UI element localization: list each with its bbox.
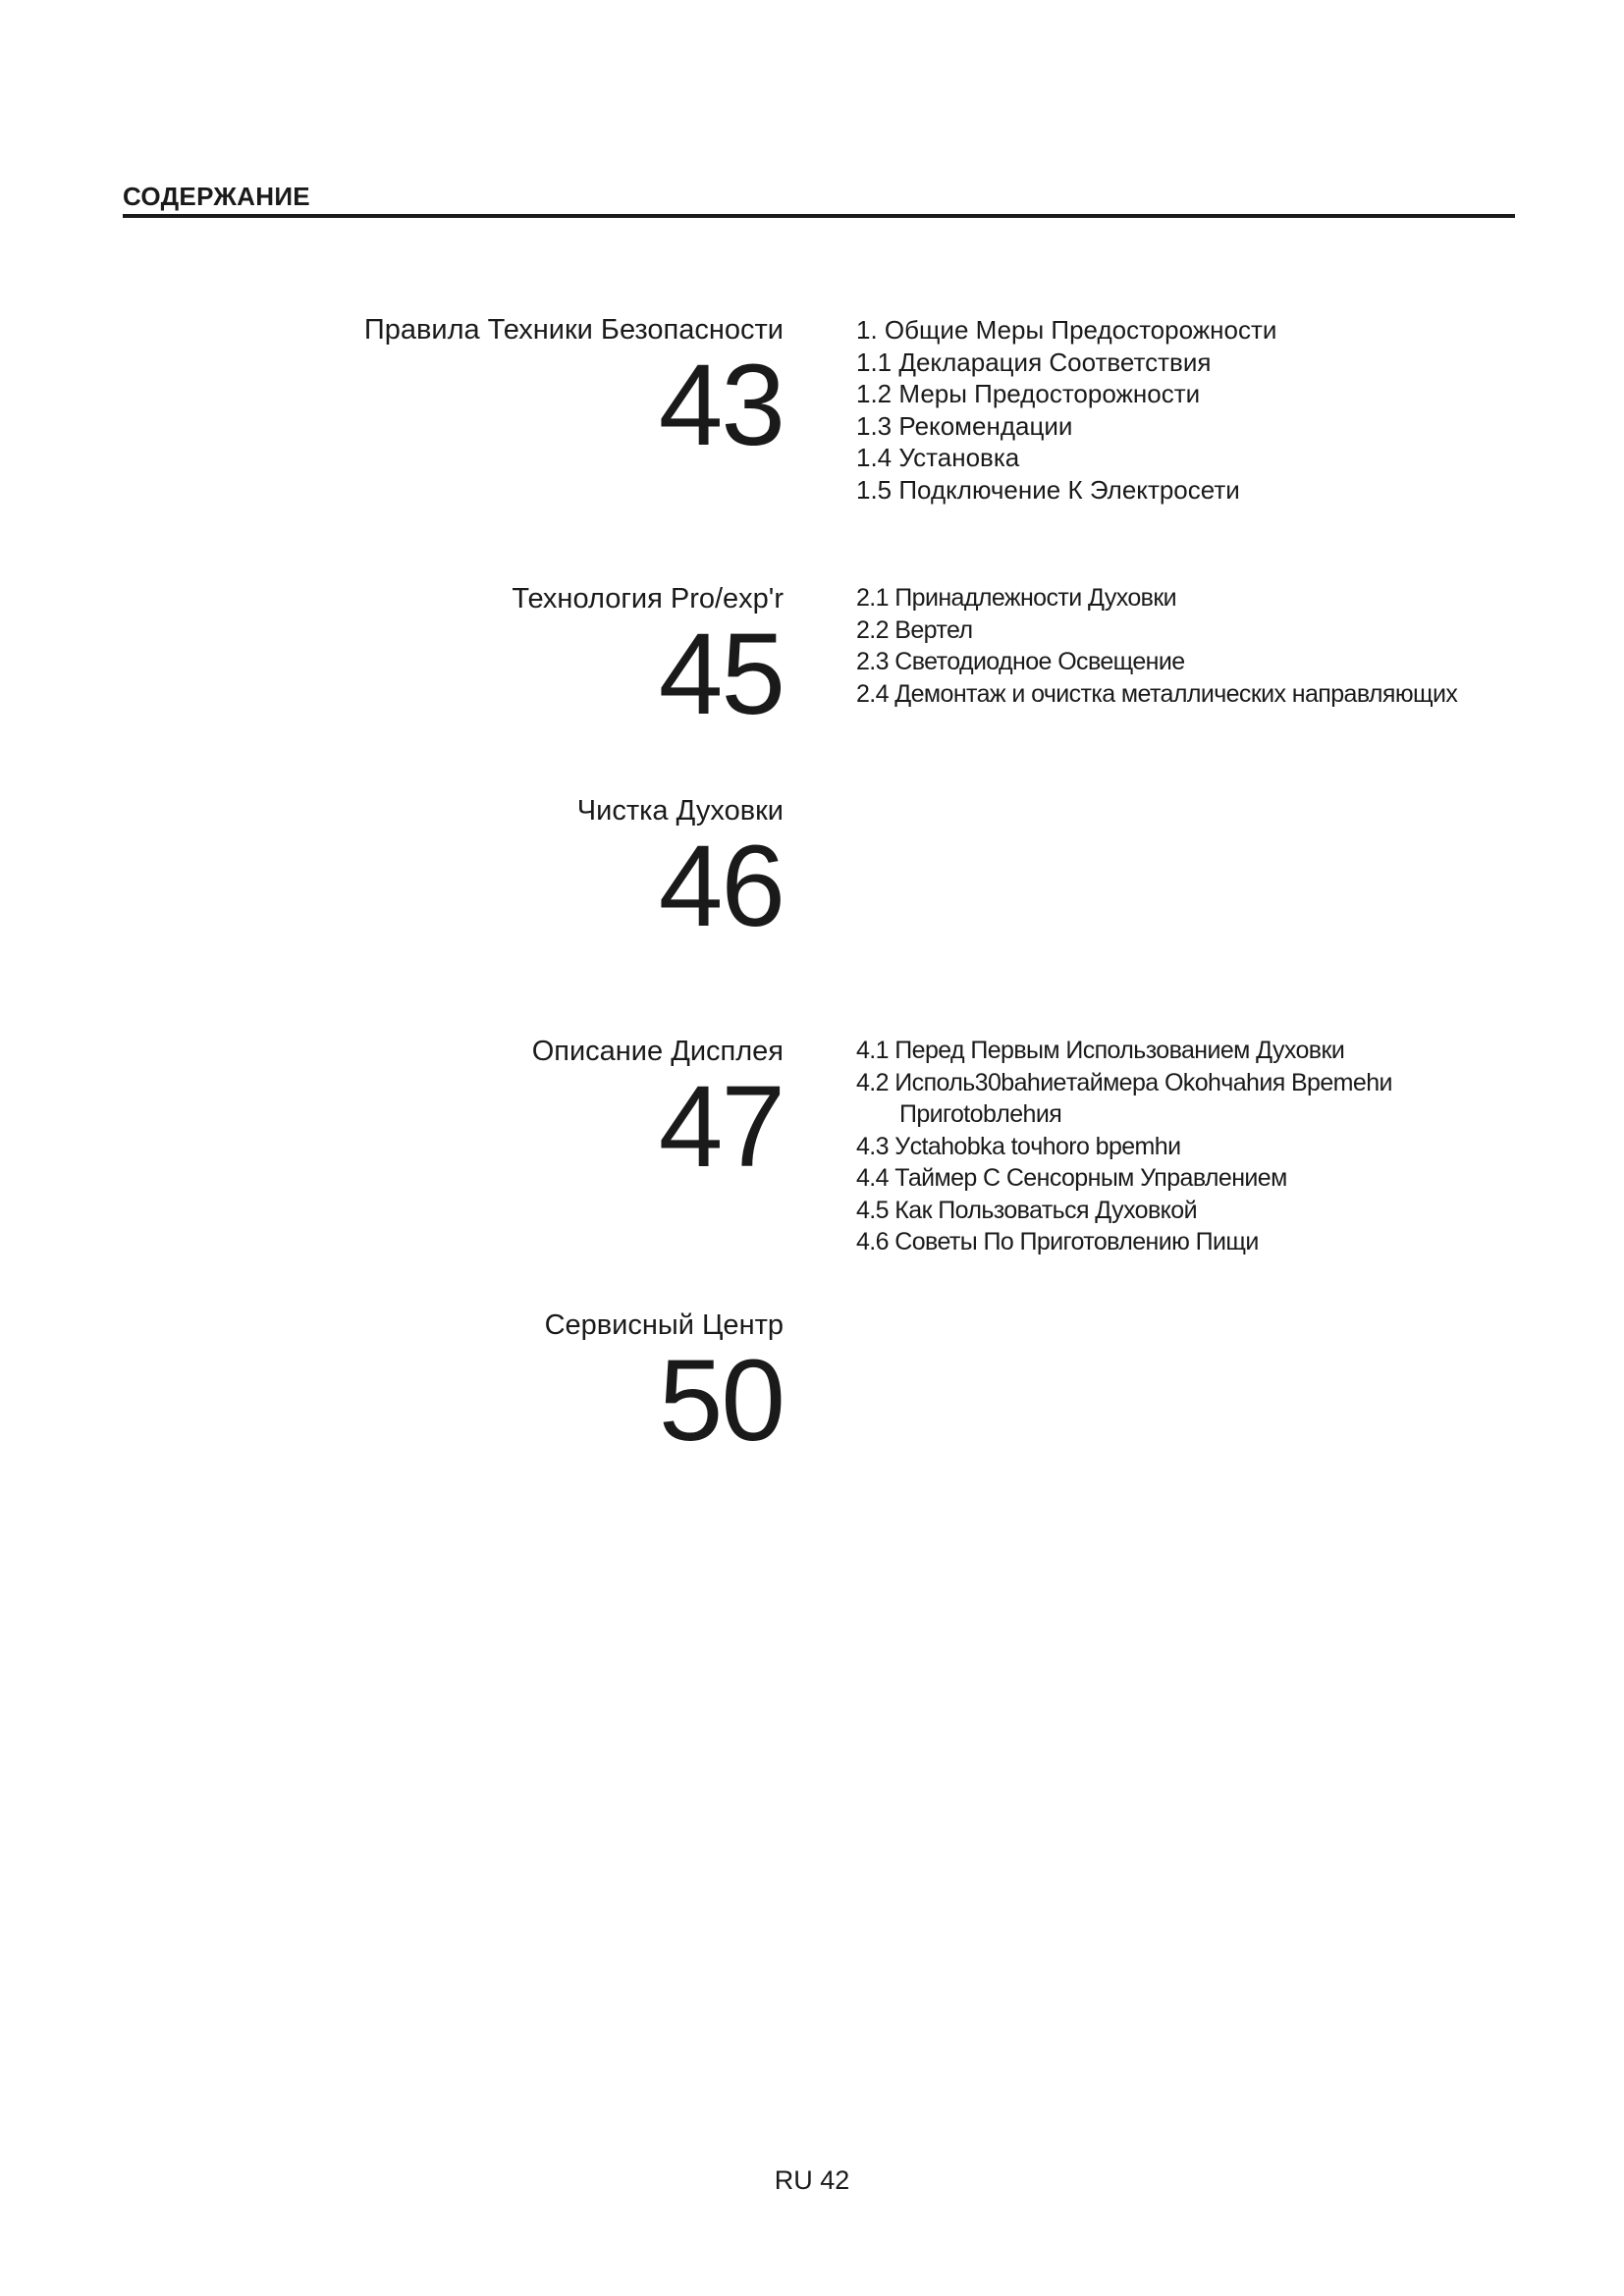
toc-item[interactable]: 4.1 Перед Первым Использованием Духовки [856, 1037, 1345, 1064]
toc-item[interactable]: 4.2 Исполь30bahиeтаймера Okohчahия Bpemehи [856, 1068, 1392, 1096]
section-page-number[interactable]: 47 [658, 1062, 784, 1192]
section-name[interactable]: Чистка Духовки [576, 795, 784, 827]
section-heading [544, 1308, 784, 1466]
toc-item[interactable]: 2.2 Вертел [856, 615, 973, 644]
toc-item[interactable]: 2.3 Светодиодное Освещение [856, 648, 1185, 675]
section-heading [576, 793, 784, 951]
toc-item[interactable]: 4.5 Как Пользоваться Духовкой [856, 1196, 1197, 1224]
page-title: СОДЕРЖАНИЕ [123, 182, 310, 211]
section-page-number[interactable]: 45 [658, 610, 784, 739]
toc-item[interactable]: 1.1 Декларация Соответствия [856, 347, 1212, 377]
toc-item[interactable]: 4.4 Таймер С Сенсорным Управлением [856, 1164, 1287, 1192]
section-items [856, 1035, 1392, 1258]
toc-item[interactable]: 4.6 Советы По Приготовлению Пищи [856, 1228, 1259, 1255]
section-page-number[interactable]: 46 [658, 822, 784, 951]
section-name[interactable]: Сервисный Центр [544, 1309, 784, 1341]
toc-item[interactable]: 2.1 Принадлежности Духовки [856, 584, 1177, 612]
toc-item[interactable]: 1.5 Подключение К Электросети [856, 474, 1240, 505]
section-name[interactable]: Технология Pro/exp'r [512, 583, 784, 614]
toc-item[interactable]: 4.3 Уctahobka toчhoro bpemhи [856, 1132, 1181, 1160]
section-page-number[interactable]: 50 [658, 1336, 784, 1466]
toc-item-continuation[interactable] [856, 1098, 1392, 1131]
section-heading [531, 1034, 784, 1192]
page-footer [0, 2165, 1624, 2196]
toc-item[interactable]: 1.3 Рекомендации [856, 410, 1073, 441]
page-number-label: RU 42 [774, 2165, 850, 2195]
toc-item[interactable]: 1.2 Меры Предосторожности [856, 379, 1201, 408]
section-name[interactable]: Правила Техники Безопасности [363, 314, 784, 346]
section-page-number[interactable]: 43 [658, 341, 784, 470]
section-name[interactable]: Описание Дисплея [531, 1036, 784, 1067]
section-heading [512, 581, 784, 739]
section-items [856, 314, 1276, 506]
section-items [856, 582, 1457, 710]
toc-item[interactable]: 2.4 Демонтаж и очистка металлических направляющих [856, 679, 1458, 708]
page-header [123, 181, 1515, 218]
toc-item[interactable]: 1. Общие Меры Предосторожности [856, 315, 1277, 345]
section-heading [363, 312, 784, 470]
toc-item[interactable]: 1.4 Установка [856, 443, 1020, 472]
toc-item-continuation-text: Пригоtobлehия [899, 1100, 1062, 1128]
